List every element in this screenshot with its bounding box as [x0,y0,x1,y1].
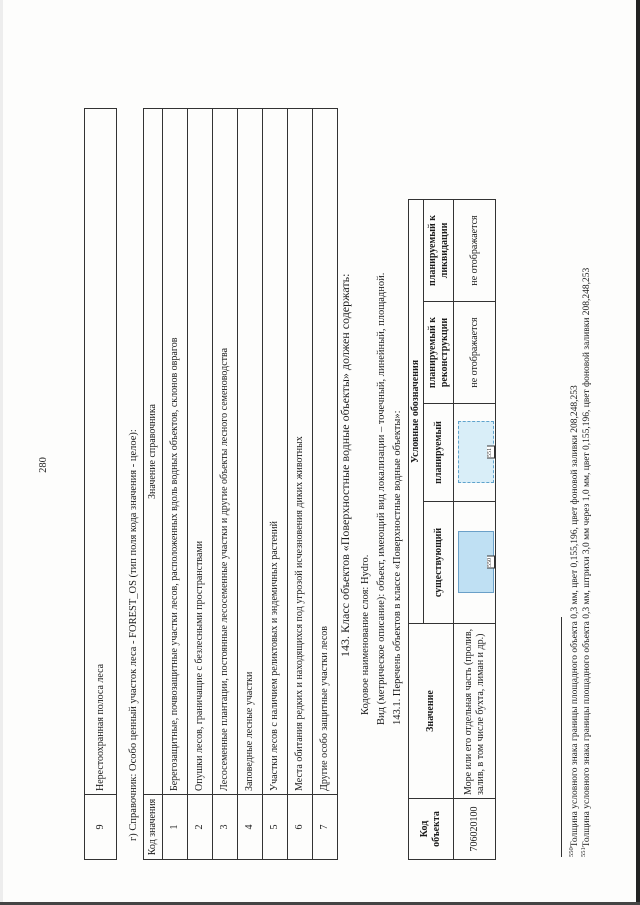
footnote-text: Толщина условного знака границы площадного объекта 0,3 мм, штрихи 3,0 мм через 1,0 мм, цвет 0,155,196, цвет фоновой заливки 208,248,253 [582,267,593,848]
ref-code: 6 [288,795,313,860]
subsection-title: 143.1. Перечень объектов в классе «Поверхностные водные объекты»: [392,410,403,725]
table-row [85,109,117,860]
header-value: Значение справочника [144,109,163,795]
table-row [163,109,188,860]
header-reconstruction: планируемый к реконструкции [424,302,454,404]
ref-code: 2 [188,795,213,860]
header-liquidation: планируемый к ликвидации [424,199,454,301]
ref-code: 4 [238,795,263,860]
header-existing: существующий [424,502,454,624]
footnote-ref: 550 [486,558,493,567]
ref-code: 3 [213,795,238,860]
ref-value: Лесосеменные плантации, постоянные лесосеменные участки и другие объекты лесного семеноводства [213,109,238,795]
reconstruction-cell: не отображается [454,302,496,404]
table-row [238,109,263,860]
ref-value: Опушки лесов, граничащие с безлесными пространствами [188,109,213,795]
object-code: 706020100 [454,799,496,860]
table-row [313,109,338,860]
header-value: Значение [409,624,454,799]
table-row [454,199,496,859]
table-row [288,109,313,860]
planned-symbol-cell [454,404,496,502]
footnote [578,17,593,857]
header-symbols: Условные обозначения [409,199,424,623]
liquidation-cell: не отображается [454,199,496,301]
ref-value: Места обитания редких и находящихся под угрозой исчезновения диких животных [288,109,313,795]
table-row [213,109,238,860]
header-code: Код значения [144,795,163,860]
ref-code: 5 [263,795,288,860]
page-number: 280 [38,457,49,473]
ref-value: Участки лесов с наличием реликтовых и эндемичных растений [263,109,288,795]
header-object-code: Код объекта [409,799,454,860]
header-planned: планируемый [424,404,454,502]
geometry-type-line: Вид (метрическое описание): объект, имеющий вид локализации – точечный, линейный, площадной. [376,272,387,725]
footnote-number: 551 [580,847,587,857]
object-value: Море или его отдельная часть (пролив, залив, в том числе бухта, лиман и др.) [454,624,496,799]
section-title: 143. Класс объектов «Поверхностные водные объекты» должен содержать: [338,273,352,657]
objects-table [408,199,496,860]
reference-caption: г) Справочник: Особо ценный участок леса - FOREST_OS (тип поля кода значения - целое): [128,429,139,841]
code-layer-line: Кодовое наименование слоя: Hydro. [360,554,371,715]
ref-code: 1 [163,795,188,860]
footnote-number: 550 [568,847,575,857]
footnote-ref: 551 [486,448,493,457]
ref-code: 7 [313,795,338,860]
reference-table [143,108,338,860]
ref-value: Заповедные лесные участки [238,109,263,795]
table-row [263,109,288,860]
table-row [188,109,213,860]
ref-value: Берегозащитные, почвозащитные участки лесов, расположенных вдоль водных объектов, склонов оврагов [163,109,188,795]
ref-value: Другие особо защитные участки лесов [313,109,338,795]
footnote-divider [561,617,562,857]
existing-symbol-cell [454,502,496,624]
row-code: 9 [85,795,117,860]
area-symbol-planned [458,422,494,484]
row-value: Нерестоохранная полоса леса [85,109,117,795]
header-row [409,199,424,859]
page-right-edge [636,0,640,905]
footnote-text: Толщина условного знака границы площадного объекта 0,3 мм, цвет 0,155,196, цвет фоновой заливки 208,248,253 [570,385,581,848]
area-symbol-existing [458,532,494,594]
header-row [144,109,163,860]
continuation-table [84,108,117,860]
